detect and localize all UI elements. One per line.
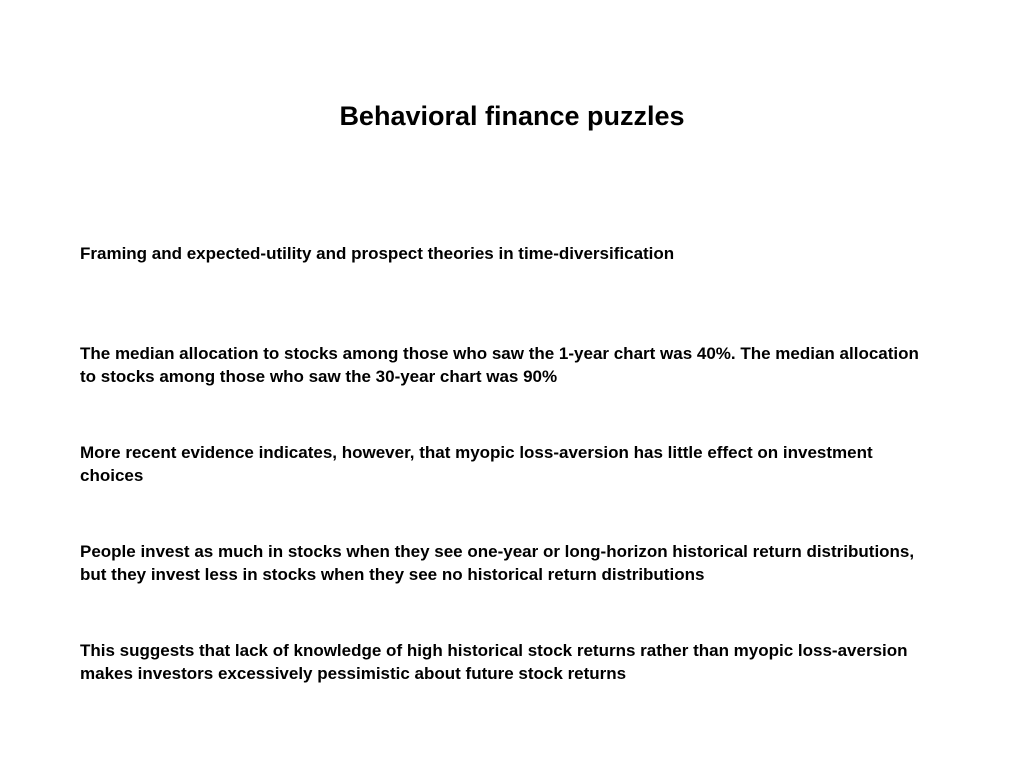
body-paragraph-recent-evidence: More recent evidence indicates, however, that myopic loss-aversion has little effect on investment choices <box>80 443 873 485</box>
subtitle-paragraph: Framing and expected-utility and prospect theories in time-diversification <box>80 244 675 263</box>
body-paragraph-conclusion: This suggests that lack of knowledge of high historical stock returns rather than myopic loss-aversion makes investors excessively pessimistic about future stock returns <box>80 641 908 683</box>
body-paragraph-median-allocation: The median allocation to stocks among those who saw the 1-year chart was 40%. The median allocation to stocks among those who saw the 30-year chart was 90% <box>80 344 919 386</box>
slide-title: Behavioral finance puzzles <box>339 101 685 131</box>
body-paragraph-people-invest: People invest as much in stocks when they see one-year or long-horizon historical return distributions, but they invest less in stocks when they see no historical return distributions <box>80 542 915 584</box>
